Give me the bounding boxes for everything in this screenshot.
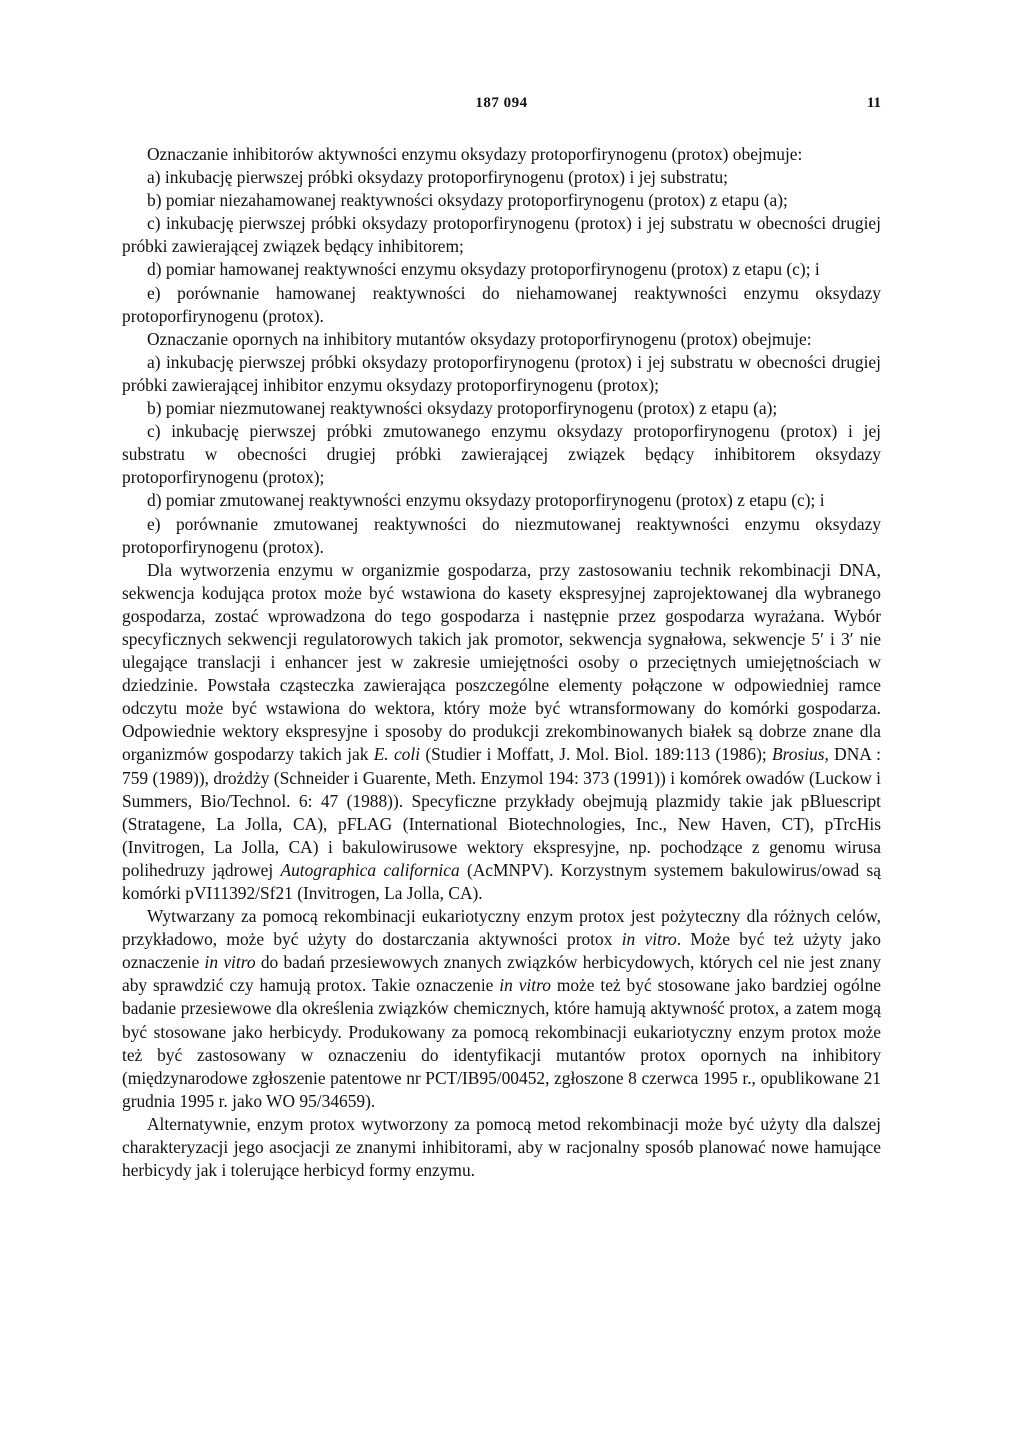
paragraph [122, 1113, 881, 1182]
paragraph [122, 420, 881, 489]
document-number: 187 094 [475, 95, 528, 111]
paragraph [122, 282, 881, 328]
italic-text: E. coli [373, 744, 421, 765]
paragraph-text: c) inkubację pierwszej próbki oksydazy protoporfirynogenu (protox) i jej substratu w obecności drugiej próbki zawierającej związek będący inhibitorem; [122, 213, 881, 257]
paragraph-text: c) inkubację pierwszej próbki zmutowanego enzymu oksydazy protoporfirynogenu (protox) i jej substratu w obecności drugiej próbki zawierającej związek będący inhibitorem oksydazy protoporfirynogenu (protox); [122, 421, 881, 488]
page-number: 11 [866, 95, 881, 111]
paragraph-text: może też być stosowane jako bardziej ogólne badanie przesiewowe dla określenia związków chemicznych, które hamują aktywność protox, a zatem mogą być stosowane jako herbicydy. Produkowany za pomocą rekombinacji eukariotyczny enzym protox może też być zastosowany w oznaczeniu do identyfikacji mutantów protox opornych na inhibitory (międzynarodowe zgłoszenie patentowe nr PCT/IB95/00452, zgłoszone 8 czerwca 1995 r., opublikowane 21 grudnia 1995 r. jako WO 95/34659). [122, 975, 881, 1111]
paragraph [122, 212, 881, 258]
paragraph [122, 397, 881, 420]
italic-text: in vitro [621, 929, 677, 950]
paragraph-text: e) porównanie hamowanej reaktywności do niehamowanej reaktywności enzymu oksydazy protoporfirynogenu (protox). [122, 282, 881, 326]
paragraph [122, 513, 881, 559]
paragraph [122, 559, 881, 905]
paragraph-text: Oznaczanie inhibitorów aktywności enzymu oksydazy protoporfirynogenu (protox) obejmuje: [147, 144, 803, 164]
paragraph-text: a) inkubację pierwszej próbki oksydazy protoporfirynogenu (protox) i jej substratu; [147, 167, 728, 188]
paragraph [122, 189, 881, 212]
italic-text: in vitro [204, 952, 256, 973]
body-text [122, 143, 881, 1182]
paragraph-text: Alternatywnie, enzym protox wytworzony za pomocą metod rekombinacji może być użyty dla dalszej charakteryzacji jego asocjacji ze znanymi inhibitorami, aby w racjonalny sposób planować nowe hamujące herbicydy jak i tolerujące herbicyd formy enzymu. [122, 1113, 881, 1181]
paragraph-text: Dla wytworzenia enzymu w organizmie gospodarza, przy zastosowaniu technik rekombinacji DNA, sekwencja kodująca protox może być wstawiona do kasety ekspresyjnej zaprojektowanej dla wybranego gospodarza, zostać wprowadzona do tego gospodarza i następnie przez gospodarza wyrażana. Wybór specyficznych sekwencji regulatorowych takich jak promotor, sekwencja sygnałowa, sekwencje 5′ i 3′ nie ulegające translacji i enhancer jest w zakresie umiejętności osoby o przeciętnych umiejętnościach w dziedzinie. Powstała cząsteczka zawierająca poszczególne elementy połączone w odpowiedniej ramce odczytu może być wstawiona do wektora, który może być wtransformowany do komórki gospodarza. Odpowiednie wektory ekspresyjne i sposoby do produkcji zrekombinowanych białek są dobrze znane dla organizmów gospodarzy takich jak [122, 559, 881, 765]
italic-text: in vitro [499, 975, 551, 996]
paragraph [122, 351, 881, 397]
paragraph-text: d) pomiar zmutowanej reaktywności enzymu oksydazy protoporfirynogenu (protox) z etapu (c); i [147, 490, 825, 511]
paragraph-text: b) pomiar niezmutowanej reaktywności oksydazy protoporfirynogenu (protox) z etapu (a); [147, 398, 778, 419]
paragraph-text: do badań przesiewowych znanych związków herbicydowych, których cel nie jest znany aby sprawdzić czy hamują protox. Takie oznaczenie [122, 952, 882, 996]
paragraph [122, 905, 881, 1113]
paragraph-text: , DNA : 759 (1989)), drożdży (Schneider i Guarente, Meth. Enzymol 194: 373 (1991)) i komórek owadów (Luckow i Summers, Bio/Technol. 6: 47 (1988)). Specyficzne przykłady obejmują plazmidy takie jak pBluescript (Stratagene, La Jolla, CA), pFLAG (International Biotechnologies, Inc., New Haven, CT), pTrcHis (Invitrogen, La Jolla, CA) i bakulowirusowe wektory ekspresyjne, np. pochodzące z genomu wirusa polihedruzy jądrowej [122, 744, 881, 880]
paragraph-text: e) porównanie zmutowanej reaktywności do niezmutowanej reaktywności enzymu oksydazy protoporfirynogenu (protox). [122, 513, 881, 557]
paragraph-text: Wytwarzany za pomocą rekombinacji eukariotyczny enzym protox jest pożyteczny dla różnych celów, przykładowo, może być użyty do dostarczania aktywności protox [122, 906, 881, 950]
paragraph [122, 258, 881, 281]
paragraph [122, 143, 881, 166]
paragraph [122, 489, 881, 512]
paragraph-text: (AcMNPV). Korzystnym systemem bakulowirus/owad są komórki pVI11392/Sf21 (Invitrogen, La Jolla, CA). [122, 859, 881, 903]
paragraph-text: (Studier i Moffatt, J. Mol. Biol. 189:113 (1986); [420, 744, 772, 765]
paragraph-text: Oznaczanie opornych na inhibitory mutantów oksydazy protoporfirynogenu (protox) obejmuje: [147, 328, 812, 349]
paragraph-text: a) inkubację pierwszej próbki oksydazy protoporfirynogenu (protox) i jej substratu w obecności drugiej próbki zawierającej inhibitor enzymu oksydazy protoporfirynogenu (protox); [122, 351, 881, 395]
paragraph-text: b) pomiar niezahamowanej reaktywności oksydazy protoporfirynogenu (protox) z etapu (a); [147, 190, 788, 211]
italic-text: Brosius [771, 744, 825, 765]
paragraph-text: d) pomiar hamowanej reaktywności enzymu oksydazy protoporfirynogenu (protox) z etapu (c); i [147, 259, 820, 280]
page-header [122, 95, 881, 115]
paragraph-text: . Może być też użyty jako oznaczenie [122, 929, 882, 973]
paragraph [122, 166, 881, 189]
italic-text: Autographica californica [280, 859, 460, 880]
paragraph [122, 328, 881, 351]
